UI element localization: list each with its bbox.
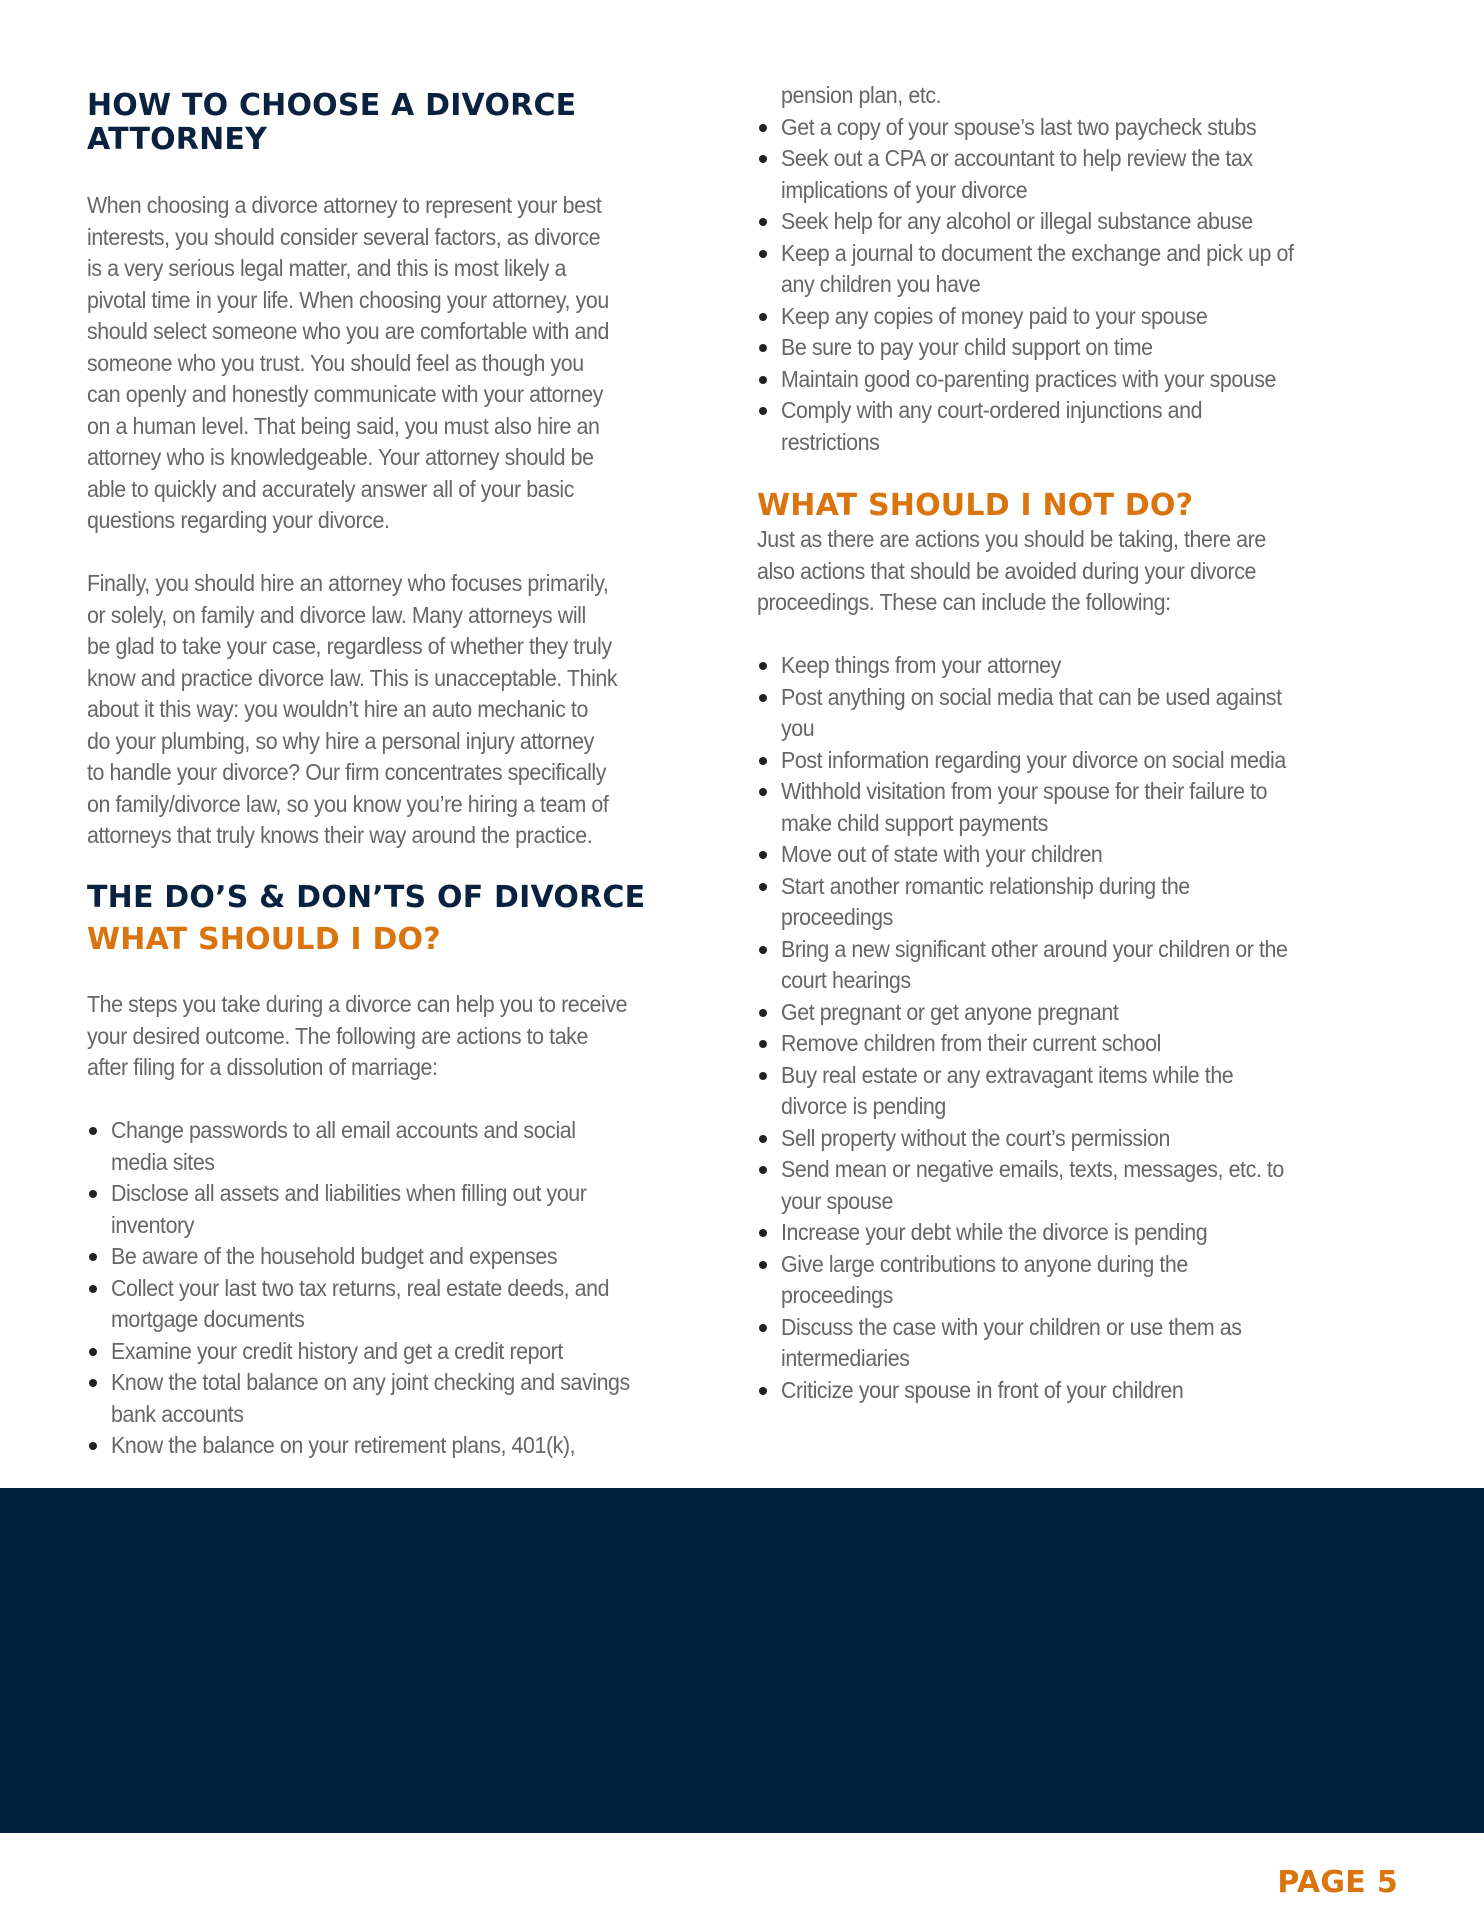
paragraph-line: your desired outcome. The following are actions to take <box>87 1022 588 1049</box>
heading-what-should-i-do: WHAT SHOULD I DO? <box>87 922 441 957</box>
list-item-text: Know the balance on your retirement plans, 401(k), <box>111 1432 576 1458</box>
bullet-icon <box>759 376 767 384</box>
bullet-icon <box>759 883 767 891</box>
list-item <box>757 1375 1326 1407</box>
list-item-text: Send mean or negative emails, texts, messages, etc. to <box>781 1156 1284 1182</box>
list-item-text: Sell property without the court’s permission <box>781 1124 1170 1151</box>
list-item-text: mortgage documents <box>111 1306 305 1332</box>
list-item <box>87 1241 669 1273</box>
list-item-text: Increase your debt while the divorce is pending <box>781 1219 1208 1245</box>
bullet-icon <box>759 1135 767 1143</box>
list-item-text: Disclose all assets and liabilities when filling out your <box>111 1180 587 1206</box>
list-item <box>757 839 1326 871</box>
heading-line: ATTORNEY <box>87 122 268 157</box>
list-item-text: Be sure to pay your child support on time <box>781 334 1153 360</box>
paragraph-line: pivotal time in your life. When choosing your attorney, you <box>87 286 609 313</box>
list-item-text: Get a copy of your spouse’s last two paycheck stubs <box>781 113 1257 140</box>
bullet-icon <box>759 788 767 796</box>
heading-line: HOW TO CHOOSE A DIVORCE <box>87 88 577 123</box>
paragraph-line: on a human level. That being said, you must also hire an <box>87 412 600 439</box>
list-item-text: Post anything on social media that can be used against <box>781 683 1282 710</box>
list-item <box>757 395 1332 458</box>
list-item-text: Collect your last two tax returns, real estate deeds, and <box>111 1274 610 1301</box>
list-item <box>757 1312 1326 1375</box>
paragraph-line: attorney who is knowledgeable. Your attorney should be <box>87 444 594 470</box>
paragraph-line: after filing for a dissolution of marriage: <box>87 1054 438 1080</box>
bullet-icon <box>759 694 767 702</box>
bullet-icon <box>759 344 767 352</box>
list-item <box>757 1060 1326 1123</box>
list-item-text: media sites <box>111 1148 215 1175</box>
list-item-text: Seek out a CPA or accountant to help review the tax <box>781 145 1253 171</box>
list-item <box>757 332 1332 364</box>
list-item-text: Be aware of the household budget and expenses <box>111 1243 558 1269</box>
list-item-text: your spouse <box>781 1187 893 1214</box>
bullet-icon <box>89 1190 97 1198</box>
list-item-text: intermediaries <box>781 1345 910 1371</box>
bullet-icon <box>759 946 767 954</box>
list-item-text: Change passwords to all email accounts and social <box>111 1117 576 1143</box>
bullet-icon <box>759 662 767 670</box>
list-item-text: Seek help for any alcohol or illegal substance abuse <box>781 208 1253 234</box>
dont-list <box>757 650 1326 1406</box>
do-list-cont <box>757 112 1332 459</box>
bullet-icon <box>89 1379 97 1387</box>
do-list <box>87 1115 669 1462</box>
do-list-continued <box>757 80 1332 458</box>
list-item-continuation <box>757 80 1332 112</box>
list-item-text: inventory <box>111 1211 195 1238</box>
heading-what-should-i-not-do: WHAT SHOULD I NOT DO? <box>757 488 1194 523</box>
paragraph-line: attorneys that truly knows their way around the practice. <box>87 822 593 848</box>
list-item <box>87 1430 669 1462</box>
list-item <box>757 1217 1326 1249</box>
footer-band <box>0 1488 1484 1833</box>
bullet-icon <box>89 1442 97 1450</box>
list-item-text: Post information regarding your divorce on social media <box>781 746 1286 773</box>
bullet-icon <box>759 124 767 132</box>
list-item-text: bank accounts <box>111 1400 244 1427</box>
paragraph-line: proceedings. These can include the following: <box>757 589 1171 615</box>
list-item <box>757 364 1332 396</box>
list-item-text: Comply with any court-ordered injunctions and <box>781 397 1203 423</box>
heading-dos-and-donts: THE DO’S & DON’TS OF DIVORCE <box>87 880 646 915</box>
list-item <box>87 1178 669 1241</box>
list-item <box>757 650 1326 682</box>
list-item-text: Keep a journal to document the exchange and pick up of <box>781 239 1294 266</box>
list-item-text: Examine your credit history and get a credit report <box>111 1337 563 1364</box>
paragraph-line: Just as there are actions you should be taking, there are <box>757 526 1266 552</box>
paragraph-line: to handle your divorce? Our firm concentrates specifically <box>87 759 607 785</box>
paragraph-line: about it this way: you wouldn’t hire an auto mechanic to <box>87 696 588 722</box>
list-item <box>757 143 1332 206</box>
bullet-icon <box>759 155 767 163</box>
list-item <box>757 745 1326 777</box>
paragraph-line: The steps you take during a divorce can help you to receive <box>87 991 628 1017</box>
bullet-icon <box>759 313 767 321</box>
list-item-text: Maintain good co-parenting practices with your spouse <box>781 365 1277 392</box>
bullet-icon <box>759 407 767 415</box>
bullet-icon <box>759 1009 767 1017</box>
bullet-icon <box>759 1166 767 1174</box>
list-item-text: restrictions <box>781 428 880 455</box>
list-item <box>757 934 1326 997</box>
bullet-icon <box>759 218 767 226</box>
list-item <box>87 1273 669 1336</box>
bullet-icon <box>759 1261 767 1269</box>
list-item-text: court hearings <box>781 967 911 993</box>
list-item-text: Give large contributions to anyone during the <box>781 1250 1188 1277</box>
paragraph-line: able to quickly and accurately answer all of your basic <box>87 475 575 502</box>
list-item <box>757 1028 1326 1060</box>
heading-how-to-choose <box>87 89 576 157</box>
list-item-text: proceedings <box>781 1282 893 1308</box>
bullet-icon <box>89 1285 97 1293</box>
list-item-text: Discuss the case with your children or use them as <box>781 1313 1242 1340</box>
list-item <box>757 871 1326 934</box>
list-item <box>757 112 1332 144</box>
list-item-text: pension plan, etc. <box>781 82 942 108</box>
paragraph-line: also actions that should be avoided during your divorce <box>757 557 1257 584</box>
list-item-text: Withhold visitation from your spouse for their failure to <box>781 778 1268 804</box>
list-item-text: Keep things from your attorney <box>781 652 1061 678</box>
bullet-icon <box>759 1387 767 1395</box>
paragraph-line: be glad to take your case, regardless of whether they truly <box>87 633 612 659</box>
paragraph-line: should select someone who you are comfortable with and <box>87 318 609 344</box>
list-item-text: any children you have <box>781 271 981 297</box>
bullet-icon <box>89 1253 97 1261</box>
list-item <box>757 776 1326 839</box>
bullet-icon <box>759 250 767 258</box>
list-item-text: make child support payments <box>781 809 1048 836</box>
list-item <box>757 301 1332 333</box>
page-number: PAGE 5 <box>1277 1865 1398 1900</box>
list-item-text: Get pregnant or get anyone pregnant <box>781 998 1119 1025</box>
bullet-icon <box>89 1127 97 1135</box>
list-item-text: Criticize your spouse in front of your children <box>781 1376 1184 1403</box>
paragraph-line: someone who you trust. You should feel as though you <box>87 349 584 376</box>
paragraph-choosing-attorney <box>87 190 648 537</box>
bullet-icon <box>759 1072 767 1080</box>
list-item <box>87 1115 669 1178</box>
list-item <box>87 1336 669 1368</box>
list-item-text: you <box>781 715 815 741</box>
list-item-text: divorce is pending <box>781 1093 946 1119</box>
bullet-icon <box>759 1324 767 1332</box>
list-item-text: Bring a new significant other around your children or the <box>781 935 1288 962</box>
list-item-text: Know the total balance on any joint checking and savings <box>111 1369 630 1395</box>
list-item <box>757 1123 1326 1155</box>
list-item-text: Move out of state with your children <box>781 841 1103 867</box>
list-item <box>757 997 1326 1029</box>
bullet-icon <box>759 757 767 765</box>
list-item-text: Buy real estate or any extravagant items while the <box>781 1061 1234 1088</box>
list-item <box>757 682 1326 745</box>
list-item <box>757 206 1332 238</box>
paragraph-line: Finally, you should hire an attorney who focuses primarily, <box>87 570 609 596</box>
list-item <box>757 238 1332 301</box>
paragraph-line: on family/divorce law, so you know you’re hiring a team of <box>87 790 609 817</box>
paragraph-steps-intro <box>87 989 668 1084</box>
do-list-continuation-line <box>757 80 1332 112</box>
paragraph-family-law-focus <box>87 568 657 852</box>
paragraph-line: know and practice divorce law. This is unacceptable. Think <box>87 664 618 691</box>
paragraph-line: or solely, on family and divorce law. Many attorneys will <box>87 601 586 628</box>
paragraph-line: do your plumbing, so why hire a personal injury attorney <box>87 727 594 754</box>
bullet-icon <box>759 1229 767 1237</box>
list-item-text: implications of your divorce <box>781 176 1028 203</box>
paragraph-line: interests, you should consider several factors, as divorce <box>87 223 601 250</box>
paragraph-line: questions regarding your divorce. <box>87 507 390 533</box>
list-item-text: Remove children from their current school <box>781 1030 1161 1056</box>
paragraph-line: is a very serious legal matter, and this is most likely a <box>87 255 567 281</box>
list-item-text: Keep any copies of money paid to your spouse <box>781 302 1208 329</box>
list-item <box>757 1249 1326 1312</box>
list-item <box>87 1367 669 1430</box>
paragraph-avoid-intro <box>757 524 1304 619</box>
bullet-icon <box>89 1348 97 1356</box>
paragraph-line: When choosing a divorce attorney to represent your best <box>87 192 602 218</box>
list-item-text: proceedings <box>781 904 893 930</box>
list-item <box>757 1154 1326 1217</box>
list-item-text: Start another romantic relationship during the <box>781 872 1190 899</box>
paragraph-line: can openly and honestly communicate with your attorney <box>87 381 604 407</box>
bullet-icon <box>759 1040 767 1048</box>
bullet-icon <box>759 851 767 859</box>
